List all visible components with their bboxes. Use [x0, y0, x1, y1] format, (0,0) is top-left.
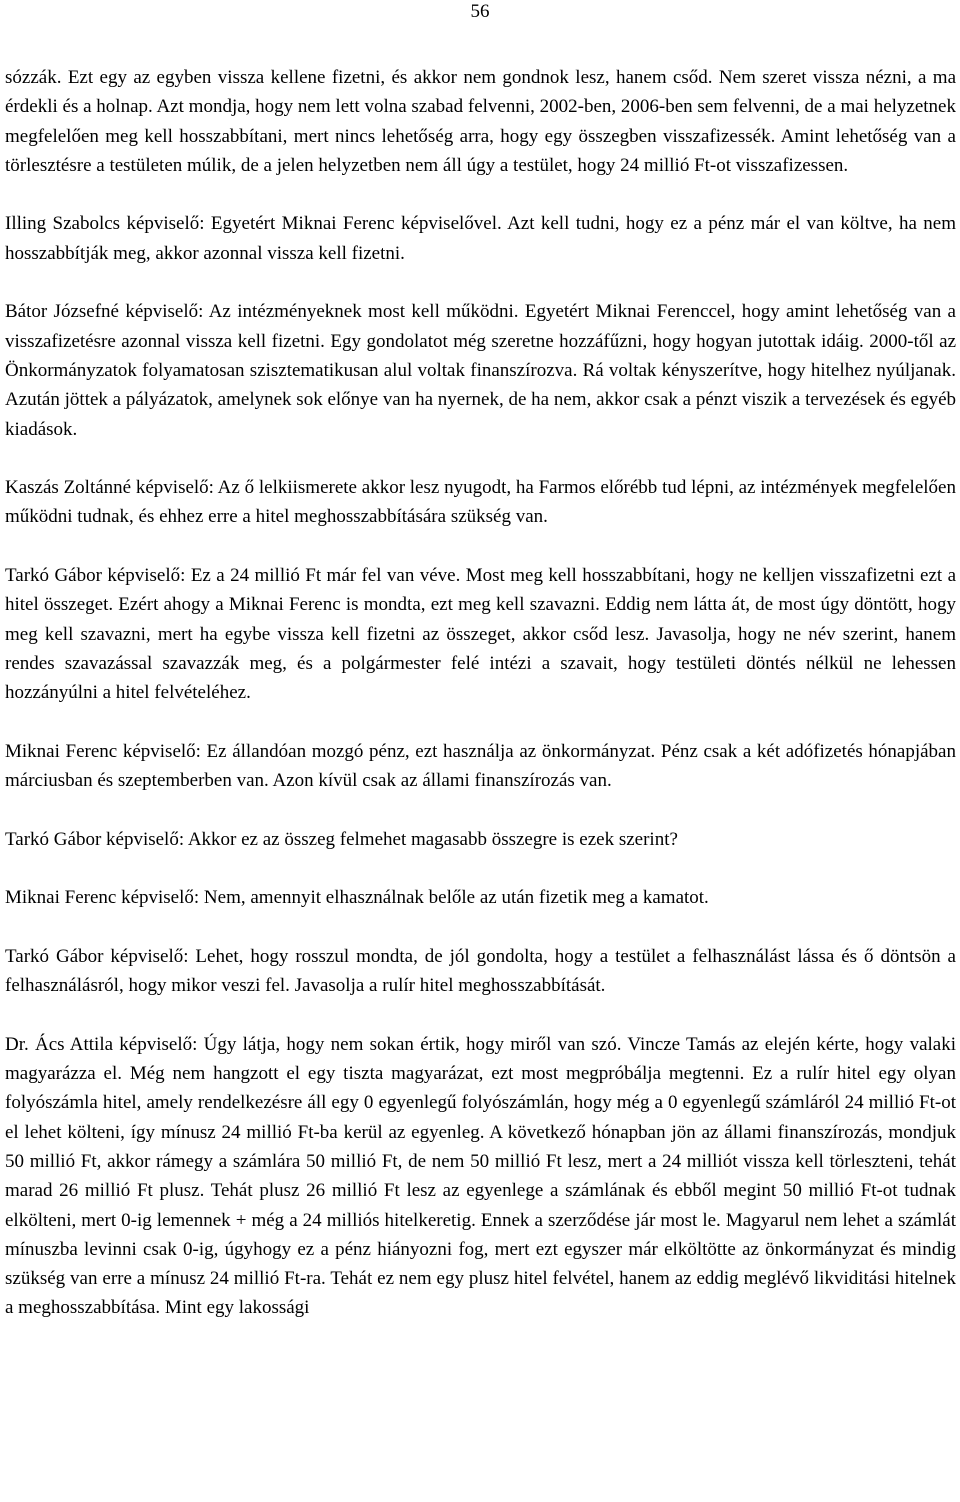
paragraph-bator-jozsefne: Bátor Józsefné képviselő: Az intézményeknek most kell működni. Egyetért Miknai Ferenccel, hogy amint lehetőség van a visszafizetésre azonnal vissza kell fizetni. Egy gondolatot még szeretne hozzáfűzni, hogy hogyan jutottak idáig. 2000-től az Önkormányzatok folyamatosan szisztematikusan alul voltak finanszírozva. Rá voltak kényszerítve, hogy hitelhez nyúljanak. Azután jöttek a pályázatok, amelynek sok előnye van ha nyernek, de ha nem, akkor csak a pénzt viszik a tervezések és egyéb kiadások. — [5, 301, 956, 440]
paragraph-acs-attila: Dr. Ács Attila képviselő: Úgy látja, hogy nem sokan értik, hogy miről van szó. Vincze Tamás az elején kérte, hogy valaki magyarázza el. Még nem hangzott el egy tiszta magyarázat, ezt most megpróbálja megtenni. Ez a rulír hitel egy olyan folyószámla hitel, amely rendelkezésre áll egy 0 egyenlegű folyószámlán, hogy még a 0 egyenlegű számláról 24 millió Ft-ot el lehet költeni, így mínusz 24 millió Ft-ba kerül az egyenleg. A következő hónapban jön az állami finanszírozás, mondjuk 50 millió Ft, akkor rámegy a számlára 50 millió Ft, de nem 50 millió Ft lesz, mert a 24 milliót vissza kell törleszteni, tehát marad 26 millió Ft plusz. Tehát plusz 26 millió Ft lesz az egyenlege a számlának és ebből megint 50 millió Ft-ot tudnak elkölteni, mert 0-ig lemennek + még a 24 milliós hitelkeretig. Ennek a szerződése jár most le. Magyarul nem lehet a számlát mínuszba levinni csak 0-ig, úgyhogy ez a pénz hiányozni fog, mert ezt egyszer már elköltötte az önkormányzat és mindig szükség van erre a mínusz 24 millió Ft-ra. Tehát ez nem egy plusz hitel felvétel, hanem az eddig meglévő likviditási hitelnek a meghosszabbítása. Mint egy lakossági — [5, 1033, 956, 1319]
paragraph-miknai-ferenc-2: Miknai Ferenc képviselő: Nem, amennyit elhasználnak belőle az után fizetik meg a kamatot. — [5, 887, 709, 909]
page-number: 56 — [470, 1, 490, 22]
paragraph-kaszas-zoltanne: Kaszás Zoltánné képviselő: Az ő lelkiismerete akkor lesz nyugodt, ha Farmos előrébb tud lépni, az intézmények megfelelően működni tudnak, és ehhez erre a hitel meghosszabbítására szükség van. — [5, 477, 956, 528]
paragraph-miknai-ferenc-1: Miknai Ferenc képviselő: Ez állandóan mozgó pénz, ezt használja az önkormányzat. Pénz csak a két adófizetés hónapjában márciusban és szeptemberben van. Azon kívül csak az állami finanszírozás van. — [5, 740, 956, 792]
paragraph-tarko-gabor-3: Tarkó Gábor képviselő: Lehet, hogy rosszul mondta, de jól gondolta, hogy a testület a felhasználást lássa és ő döntsön a felhasználásról, hogy mikor veszi fel. Javasolja a rulír hitel meghosszabbítását. — [5, 945, 956, 997]
page-content — [5, 63, 956, 1323]
paragraph-tarko-gabor-2: Tarkó Gábor képviselő: Akkor ez az összeg felmehet magasabb összegre is ezek szerint? — [5, 828, 678, 850]
paragraph-continuation: sózzák. Ezt egy az egyben vissza kellene fizetni, és akkor nem gondnok lesz, hanem csőd. Nem szeret vissza nézni, a ma érdekli és a holnap. Azt mondja, hogy nem lett volna szabad felvenni, 2002-ben, 2006-ben sem felvenni, de a mai helyzetnek megfelelően meg kell hosszabbítani, mert nincs lehetőség arra, hogy egy összegben visszafizessék. Amint lehetőség van a törlesztésre a testületen múlik, de a jelen helyzetben nem áll úgy a testület, hogy 24 millió Ft-ot visszafizessen. — [5, 67, 956, 176]
paragraph-tarko-gabor-1: Tarkó Gábor képviselő: Ez a 24 millió Ft már fel van véve. Most meg kell hosszabbítani, hogy ne kelljen visszafizetni ezt a hitel összeget. Ezért ahogy a Miknai Ferenc is mondta, ezt meg kell szavazni. Eddig nem látta át, de most úgy döntött, hogy meg kell szavazni, mert ha egybe vissza kell fizetni az összeget, akkor csőd lesz. Javasolja, hogy ne név szerint, hanem rendes szavazással szavazzák meg, és a polgármester felé intézi a szavait, hogy testületi döntés nélkül ne lehessen hozzányúlni a hitel felvételéhez. — [5, 565, 956, 704]
paragraph-illing-szabolcs: Illing Szabolcs képviselő: Egyetért Miknai Ferenc képviselővel. Azt kell tudni, hogy ez a pénz már el van költve, ha nem hosszabbítják meg, akkor azonnal vissza kell fizetni. — [5, 213, 956, 264]
